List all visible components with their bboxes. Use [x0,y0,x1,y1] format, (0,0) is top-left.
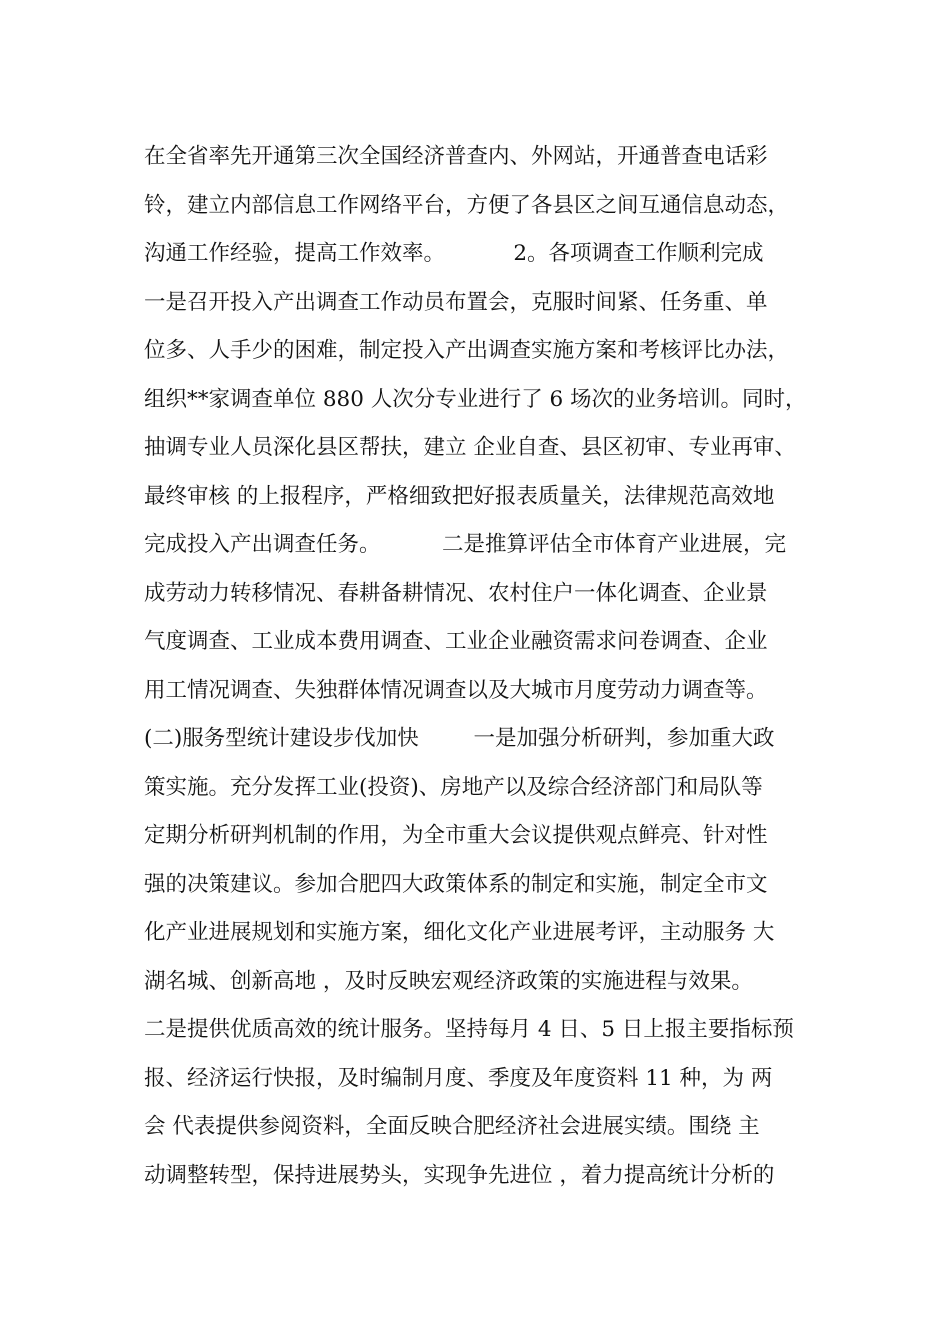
text-line: 组织**家调查单位 880 人次分专业进行了 6 场次的业务培训。同时， [144,386,807,412]
text-line: 二是提供优质高效的统计服务。坚持每月 4 日、5 日上报主要指标预 [144,1017,794,1042]
text-line: 在全省率先开通第三次全国经济普查内、外网站，开通普查电话彩 [144,144,768,169]
text-line: 湖名城、创新高地 ，及时反映宏观经济政策的实施进程与效果。 [144,968,753,994]
text-line: 成劳动力转移情况、春耕备耕情况、农村住户一体化调查、企业景 [144,580,768,606]
body-text [144,133,834,1200]
text-line: 抽调专业人员深化县区帮扶，建立 企业自查、县区初审、专业再审、 [144,435,796,460]
text-line: 最终审核 的上报程序，严格细致把好报表质量关，法律规范高效地 [144,483,775,509]
text-line: 化产业进展规划和实施方案，细化文化产业进展考评，主动服务 大 [144,920,775,945]
text-line: 策实施。充分发挥工业(投资)、房地产以及综合经济部门和局队等 [144,774,763,800]
text-line: 位多、人手少的困难，制定投入产出调查实施方案和考核评比办法， [144,338,790,363]
text-line: 报、经济运行快报，及时编制月度、季度及年度资料 11 种，为 两 [144,1065,773,1091]
text-line: 沟通工作经验，提高工作效率。 2。各项调查工作顺利完成 [144,241,764,266]
text-line: 完成投入产出调查任务。 二是推算评估全市体育产业进展，完 [144,532,787,557]
text-line: 动调整转型，保持进展势头，实现争先进位 ，着力提高统计分析的 [144,1162,775,1188]
text-line: (二)服务型统计建设步伐加快 一是加强分析研判，参加重大政 [144,726,775,751]
text-line: 定期分析研判机制的作用，为全市重大会议提供观点鲜亮、针对性 [144,823,768,848]
text-line: 铃，建立内部信息工作网络平台，方便了各县区之间互通信息动态， [144,192,790,218]
text-line: 强的决策建议。参加合肥四大政策体系的制定和实施，制定全市文 [144,871,768,897]
text-line: 用工情况调查、失独群体情况调查以及大城市月度劳动力调查等。 [144,677,768,703]
text-line: 会 代表提供参阅资料，全面反映合肥经济社会进展实绩。围绕 主 [144,1114,760,1139]
text-line: 气度调查、工业成本费用调查、工业企业融资需求问卷调查、企业 [144,629,768,654]
text-line: 一是召开投入产出调查工作动员布置会，克服时间紧、任务重、单 [144,289,768,315]
